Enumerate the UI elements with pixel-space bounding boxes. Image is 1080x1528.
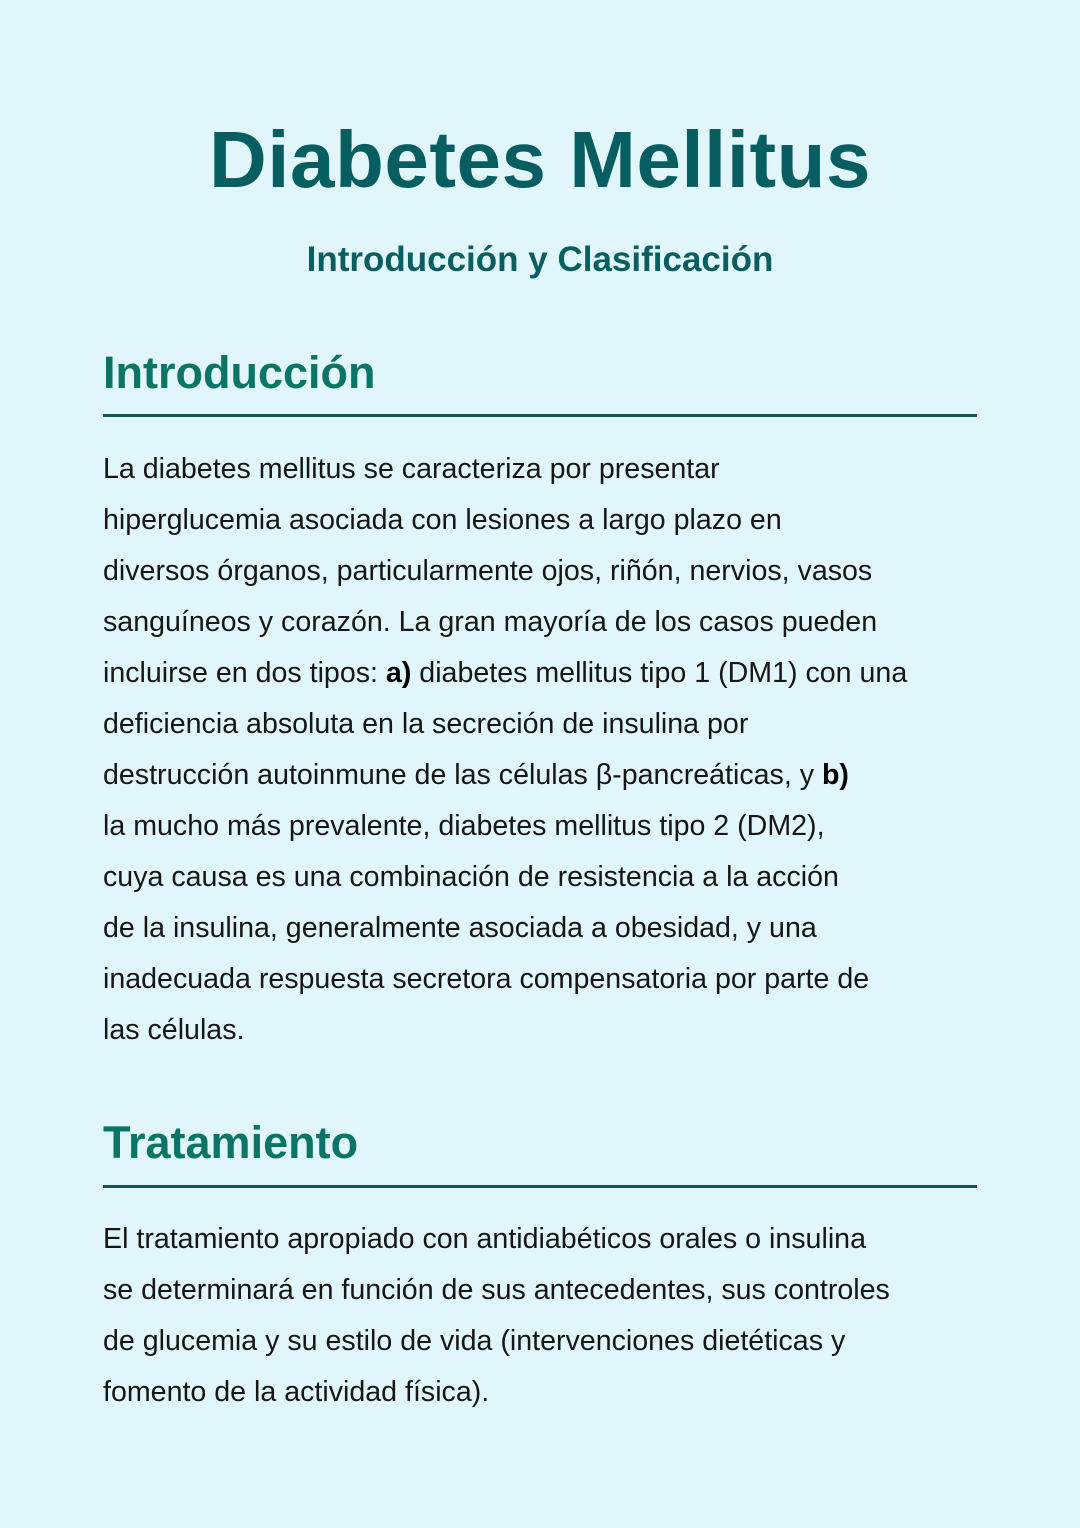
introduccion-paragraph <box>103 444 983 1056</box>
text-line: La diabetes mellitus se caracteriza por presentar <box>103 453 720 485</box>
text-line: las células. <box>103 1014 245 1046</box>
section-heading-tratamiento: Tratamiento <box>103 1117 359 1168</box>
text-line: inadecuada respuesta secretora compensatoria por parte de <box>103 963 870 995</box>
list-marker-b: b) <box>821 759 849 791</box>
text-line: diversos órganos, particularmente ojos, riñón, nervios, vasos <box>103 555 873 587</box>
section-divider <box>103 414 977 417</box>
text-run: incluirse en dos tipos: <box>103 657 386 689</box>
section-divider <box>103 1185 977 1188</box>
section-heading-introduccion: Introducción <box>103 347 376 398</box>
text-line: sanguíneos y corazón. La gran mayoría de los casos pueden <box>103 606 878 638</box>
tratamiento-paragraph <box>103 1214 983 1418</box>
text-line: de glucemia y su estilo de vida (intervenciones dietéticas y <box>103 1325 846 1357</box>
text-run: destrucción autoinmune de las células β-pancreáticas, y <box>103 759 822 791</box>
text-line: de la insulina, generalmente asociada a obesidad, y una <box>103 912 817 944</box>
list-marker-a: a) <box>385 657 412 689</box>
text-line: cuya causa es una combinación de resistencia a la acción <box>103 861 839 893</box>
text-run: diabetes mellitus tipo 1 (DM1) con una <box>411 657 908 689</box>
document-title: Diabetes Mellitus <box>208 115 871 204</box>
text-line <box>103 648 983 699</box>
text-line: El tratamiento apropiado con antidiabéticos orales o insulina <box>103 1223 866 1255</box>
text-line: fomento de la actividad física). <box>103 1376 490 1408</box>
text-line: deficiencia absoluta en la secreción de insulina por <box>103 708 749 740</box>
text-line: la mucho más prevalente, diabetes mellitus tipo 2 (DM2), <box>103 810 825 842</box>
text-line: se determinará en función de sus antecedentes, sus controles <box>103 1274 890 1306</box>
text-line <box>103 750 983 801</box>
document-subtitle: Introducción y Clasificación <box>306 240 774 279</box>
text-line: hiperglucemia asociada con lesiones a largo plazo en <box>103 504 782 536</box>
